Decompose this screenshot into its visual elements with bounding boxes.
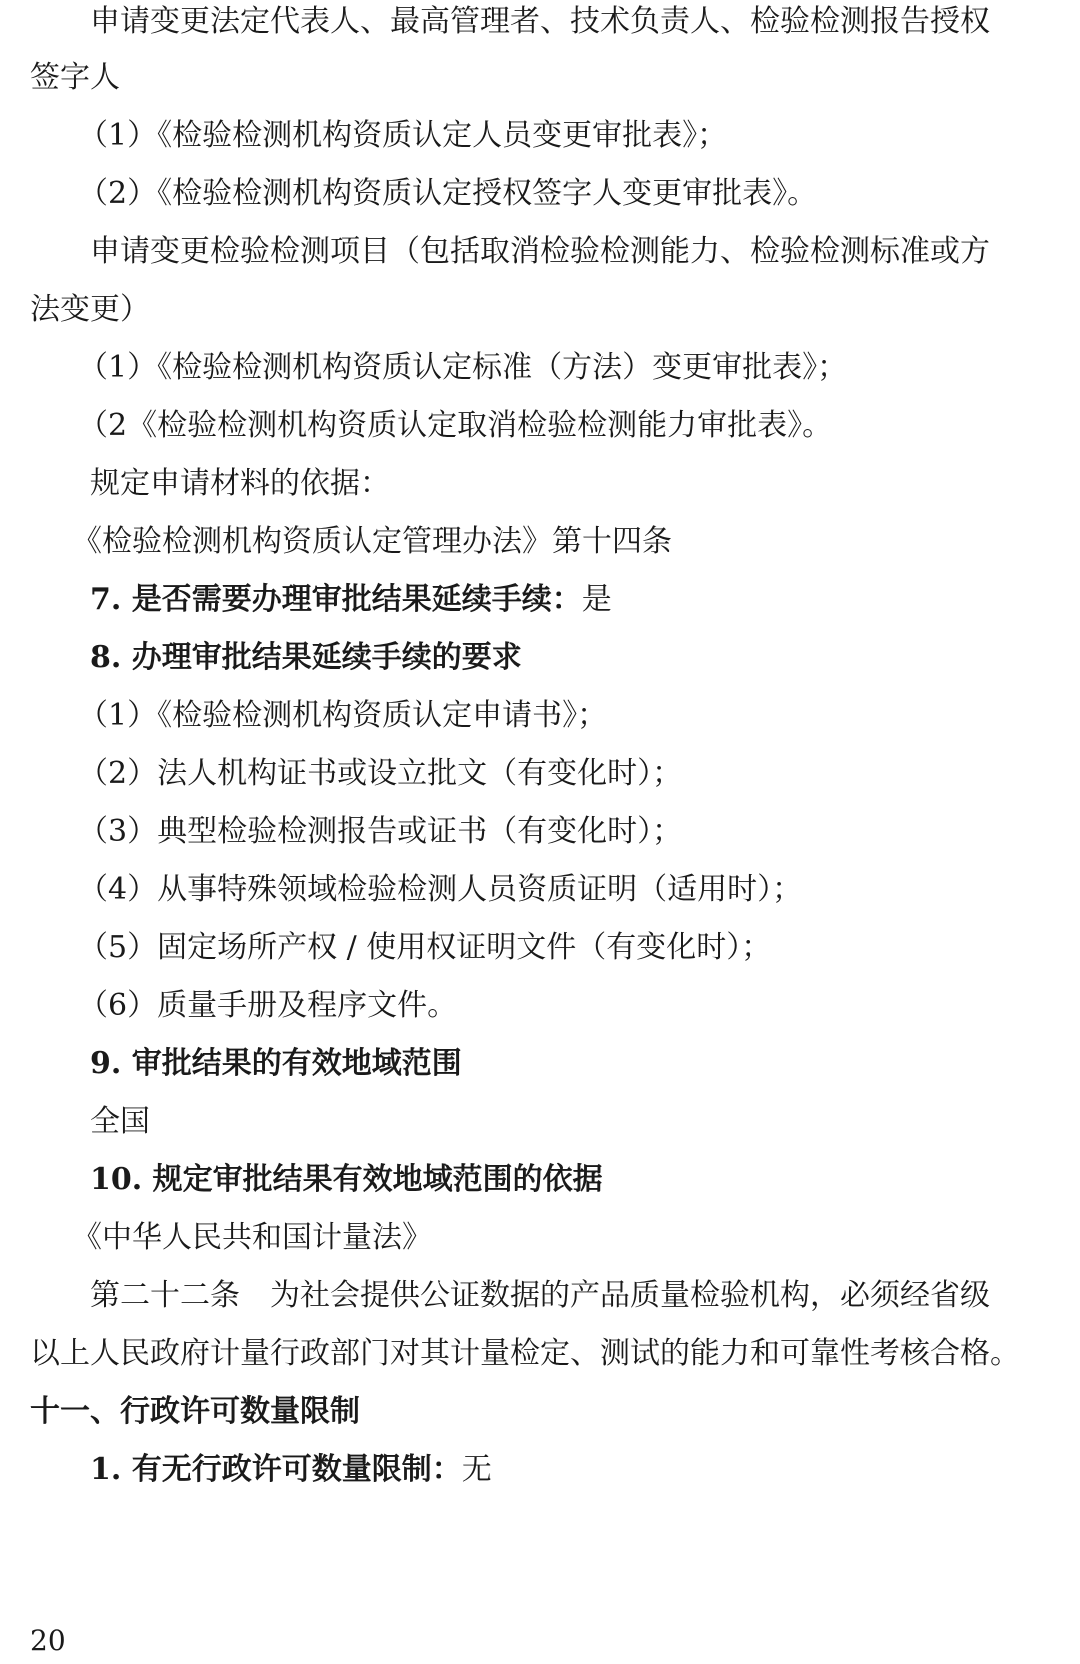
heading-text: 1. 有无行政许可数量限制： xyxy=(90,1452,462,1487)
text-line: 规定申请材料的依据： xyxy=(90,466,390,501)
page-number: 20 xyxy=(30,1624,66,1657)
heading-answer: 无 xyxy=(461,1452,492,1487)
list-item: （5）固定场所产权 / 使用权证明文件（有变化时）； xyxy=(78,930,772,965)
section-heading-7 xyxy=(90,580,1080,620)
list-item: （1）《检验检测机构资质认定人员变更审批表》； xyxy=(78,118,728,153)
heading-answer: 是 xyxy=(581,582,612,617)
list-item: （3）典型检验检测报告或证书（有变化时）； xyxy=(78,814,683,849)
list-item: （1）《检验检测机构资质认定申请书》； xyxy=(78,698,608,733)
section-heading-10: 10. 规定审批结果有效地域范围的依据 xyxy=(90,1162,603,1197)
section-heading-9: 9. 审批结果的有效地域范围 xyxy=(90,1046,462,1081)
list-item: （6）质量手册及程序文件。 xyxy=(78,988,458,1023)
heading-text: 7. 是否需要办理审批结果延续手续： xyxy=(90,582,582,617)
text-line: 申请变更法定代表人、最高管理者、技术负责人、检验检测报告授权 xyxy=(90,4,990,39)
text-line: 申请变更检验检测项目（包括取消检验检测能力、检验检测标准或方 xyxy=(90,234,990,269)
section-heading-8: 8. 办理审批结果延续手续的要求 xyxy=(90,640,522,675)
list-item: （2）法人机构证书或设立批文（有变化时）； xyxy=(78,756,683,791)
list-item: （2）《检验检测机构资质认定授权签字人变更审批表》。 xyxy=(78,176,818,211)
text-line: 《中华人民共和国计量法》 xyxy=(72,1220,432,1255)
chapter-heading-11: 十一、行政许可数量限制 xyxy=(30,1394,360,1429)
list-item: （2《检验检测机构资质认定取消检验检测能力审批表》。 xyxy=(78,408,833,443)
text-line: 《检验检测机构资质认定管理办法》第十四条 xyxy=(72,524,672,559)
section-heading-1 xyxy=(90,1450,1080,1490)
list-item: （4）从事特殊领域检验检测人员资质证明（适用时）； xyxy=(78,872,803,907)
text-line: 第二十二条 为社会提供公证数据的产品质量检验机构，必须经省级 xyxy=(90,1278,990,1313)
text-line: 全国 xyxy=(90,1104,150,1139)
text-line: 以上人民政府计量行政部门对其计量检定、测试的能力和可靠性考核合格。 xyxy=(30,1336,1020,1371)
text-line: 签字人 xyxy=(30,60,120,95)
list-item: （1）《检验检测机构资质认定标准（方法）变更审批表》； xyxy=(78,350,848,385)
text-line: 法变更） xyxy=(30,292,150,327)
